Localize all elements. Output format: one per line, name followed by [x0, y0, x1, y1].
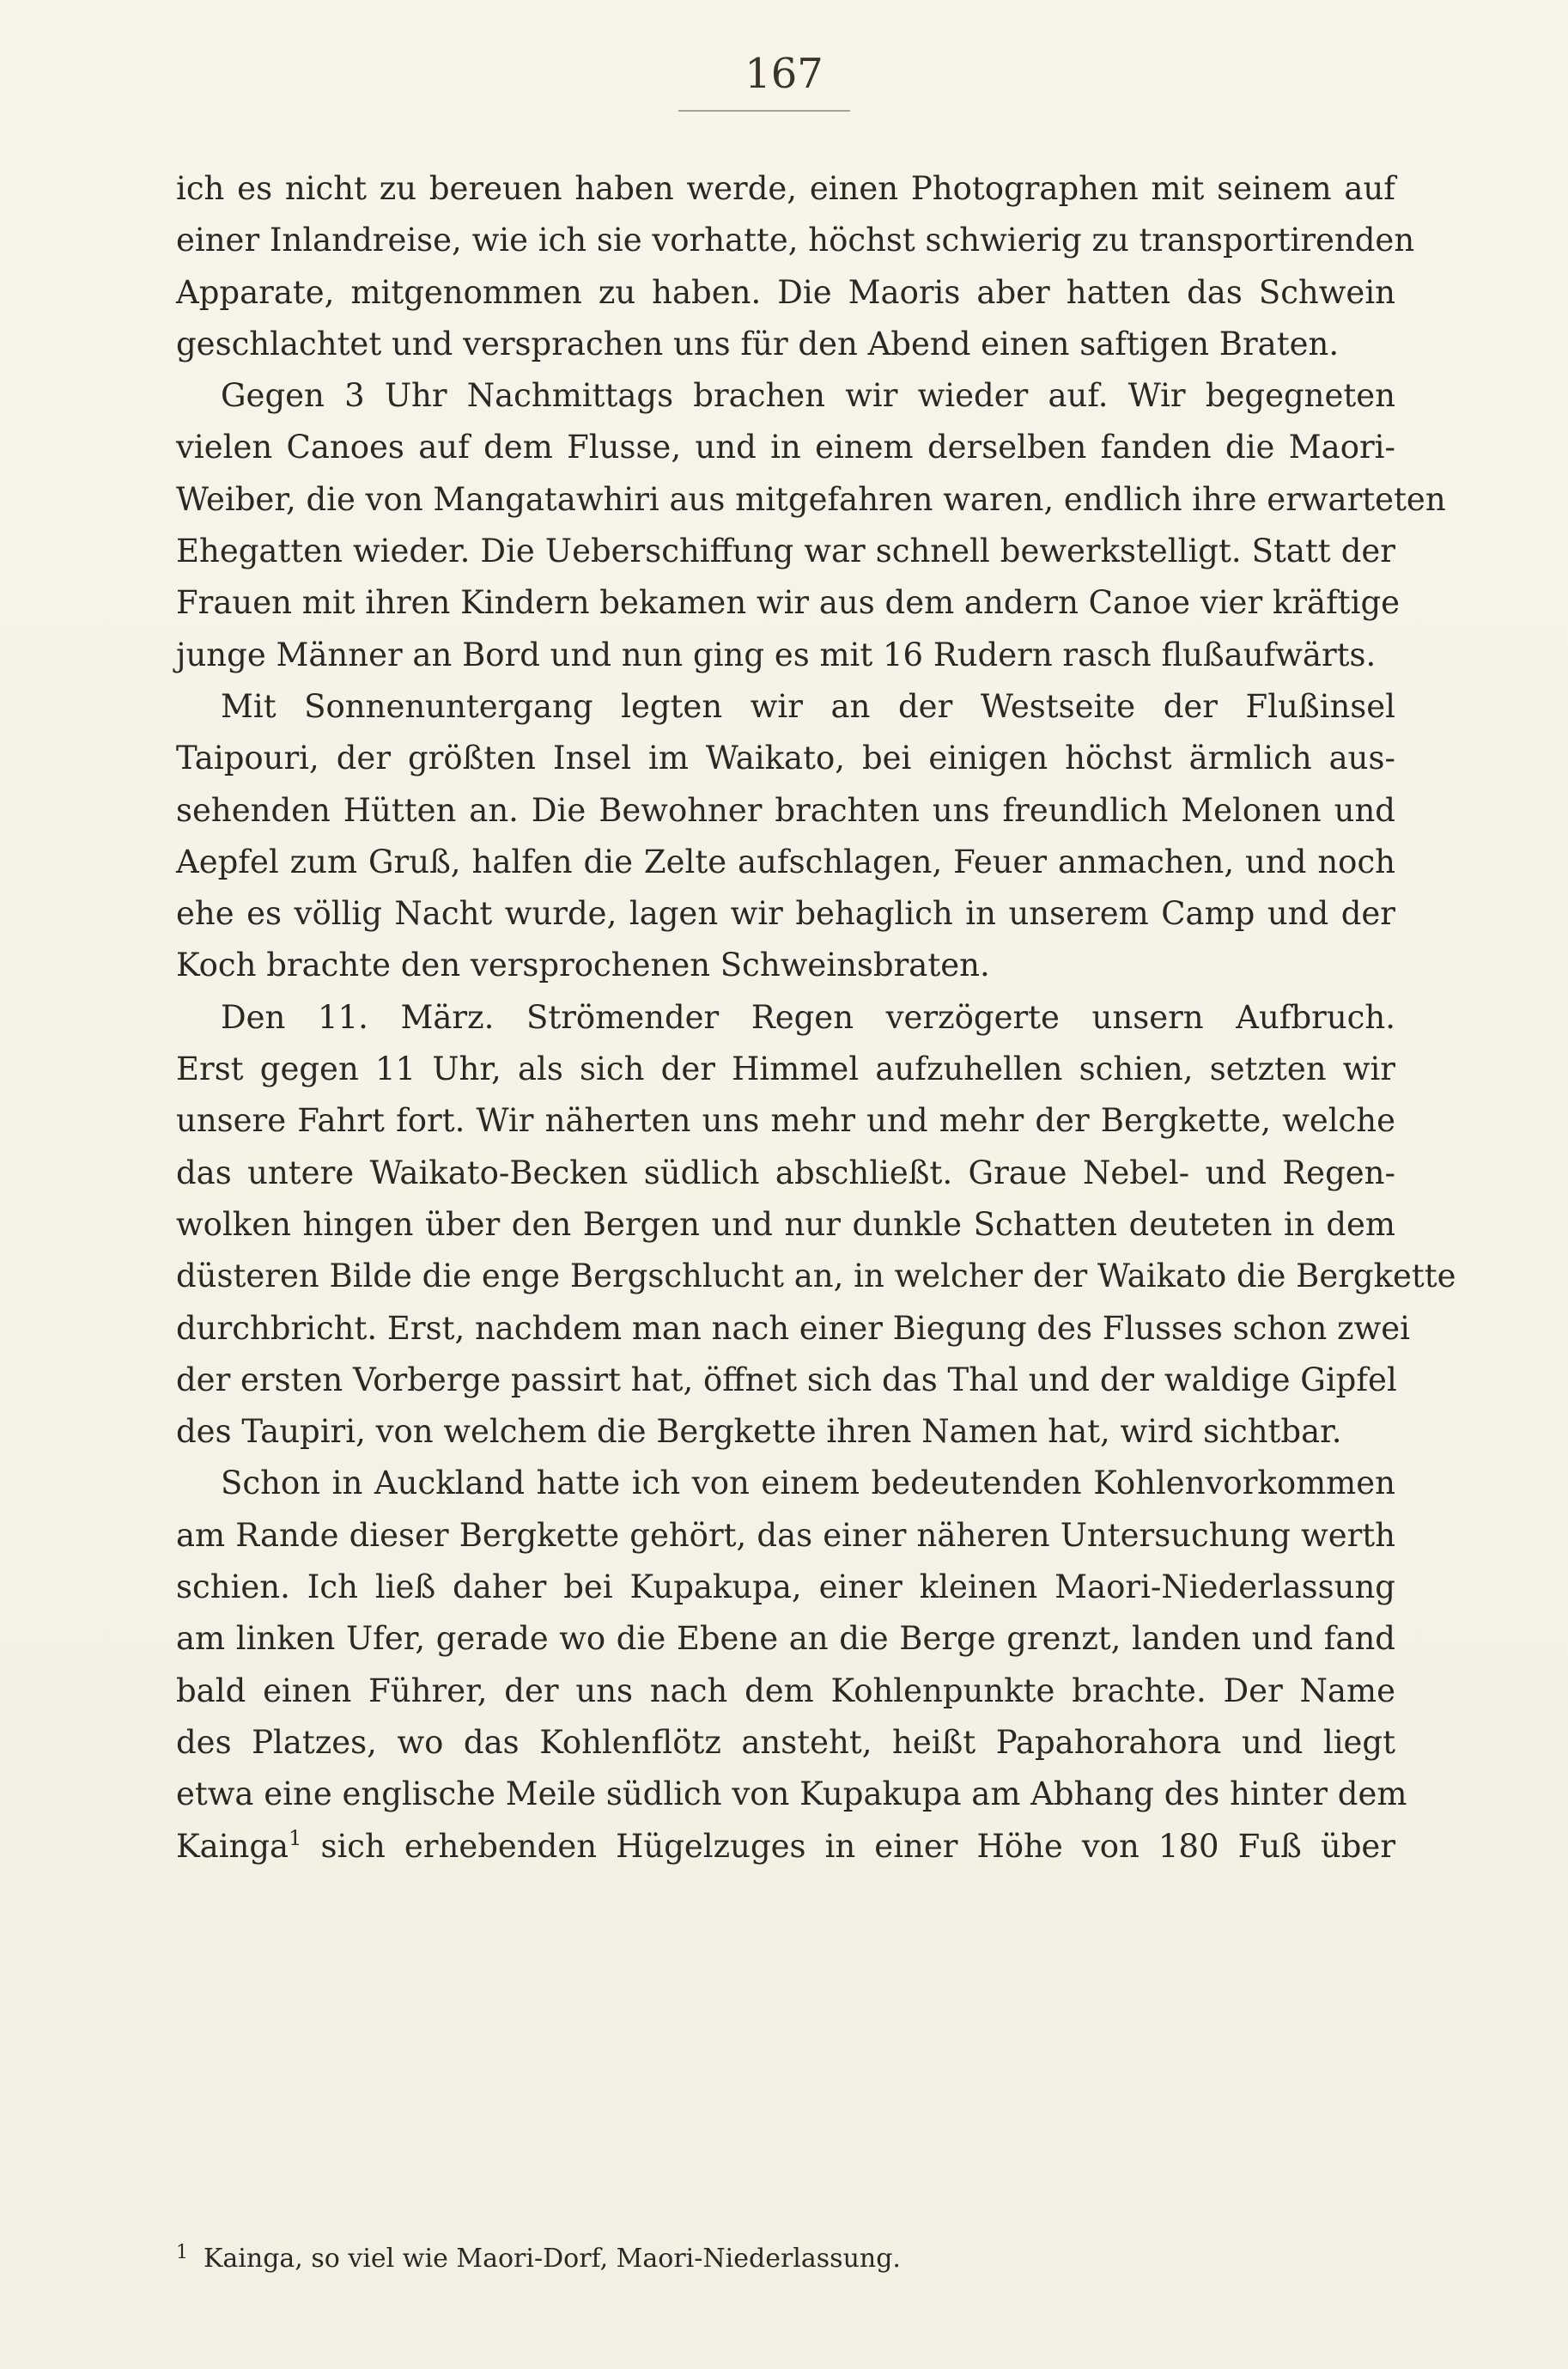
text-line: des Taupiri, von welchem die Bergkette ihren Namen hat, wird sichtbar.	[176, 1413, 1342, 1451]
body-text	[176, 163, 1456, 1873]
text-line: junge Männer an Bord und nun ging es mit 16 Rudern rasch flußaufwärts.	[176, 636, 1377, 673]
text-line: ehe es völlig Nacht wurde, lagen wir behaglich in unserem Camp und der	[176, 895, 1395, 933]
footnote	[176, 2242, 1395, 2279]
text-line: bald einen Führer, der uns nach dem Kohlenpunkte brachte. Der Name	[176, 1672, 1395, 1709]
text-line: der ersten Vorberge passirt hat, öffnet sich das Thal und der waldige Gipfel	[176, 1361, 1397, 1398]
page-number: 167	[744, 50, 824, 98]
text-line: Koch brachte den versprochenen Schweinsbraten.	[176, 947, 990, 984]
text-line: Schon in Auckland hatte ich von einem bedeutenden Kohlenvorkommen	[221, 1465, 1395, 1502]
text-line: einer Inlandreise, wie ich sie vorhatte, höchst schwierig zu transportirenden	[176, 222, 1415, 259]
text-line: düsteren Bilde die enge Bergschlucht an, in welcher der Waikato die Bergkette	[176, 1258, 1456, 1295]
text-line: Den 11. März. Strömender Regen verzögerte unsern Aufbruch.	[221, 998, 1395, 1036]
text-line: Frauen mit ihren Kindern bekamen wir aus dem andern Canoe vier kräftige	[176, 584, 1401, 622]
header-rule	[678, 110, 850, 112]
text-line-remainder: sich erhebenden Hügelzuges in einer Höhe von 180 Fuß über	[320, 1827, 1396, 1865]
text-line: Erst gegen 11 Uhr, als sich der Himmel aufzuhellen schien, setzten wir	[176, 1051, 1395, 1088]
text-line: Weiber, die von Mangatawhiri aus mitgefahren waren, endlich ihre erwarteten	[176, 480, 1446, 518]
text-line: Ehegatten wieder. Die Ueberschiffung war schnell bewerkstelligt. Statt der	[176, 533, 1395, 570]
text-line: das untere Waikato-Becken südlich abschließt. Graue Nebel- und Regen-	[176, 1154, 1395, 1191]
text-line: geschlachtet und versprachen uns für den Abend einen saftigen Braten.	[176, 325, 1340, 362]
text-line: am Rande dieser Bergkette gehört, das einer näheren Untersuchung werth	[176, 1516, 1395, 1554]
text-line: des Platzes, wo das Kohlenflötz ansteht, heißt Papahorahora und liegt	[176, 1723, 1395, 1761]
text-line: Mit Sonnenuntergang legten wir an der Westseite der Flußinsel	[221, 687, 1395, 725]
text-line: etwa eine englische Meile südlich von Kupakupa am Abhang des hinter dem	[176, 1775, 1407, 1813]
text-line: Gegen 3 Uhr Nachmittags brachen wir wieder auf. Wir begegneten	[221, 377, 1395, 415]
text-line: Apparate, mitgenommen zu haben. Die Maoris aber hatten das Schwein	[176, 273, 1395, 311]
footnote-text: Kainga, so viel wie Maori-Dorf, Maori-Niederlassung.	[204, 2244, 901, 2274]
text-line-with-footnote	[176, 1821, 1395, 1873]
footnote-marker: 1	[289, 1825, 302, 1850]
footnote-anchor-word: Kainga	[176, 1827, 289, 1865]
text-line: sehenden Hütten an. Die Bewohner brachten uns freundlich Melonen und	[176, 791, 1395, 829]
text-line: schien. Ich ließ daher bei Kupakupa, einer kleinen Maori-Niederlassung	[176, 1568, 1395, 1606]
text-line: Aepfel zum Gruß, halfen die Zelte aufschlagen, Feuer anmachen, und noch	[176, 843, 1395, 880]
text-line: am linken Ufer, gerade wo die Ebene an die Berge grenzt, landen und fand	[176, 1620, 1395, 1658]
text-line: ich es nicht zu bereuen haben werde, einen Photographen mit seinem auf	[176, 170, 1395, 207]
text-line: vielen Canoes auf dem Flusse, und in einem derselben fanden die Maori-	[176, 429, 1395, 466]
text-line: durchbricht. Erst, nachdem man nach einer Biegung des Flusses schon zwei	[176, 1309, 1410, 1347]
footnote-number: 1	[176, 2242, 188, 2263]
text-line: wolken hingen über den Bergen und nur dunkle Schatten deuteten in dem	[176, 1205, 1395, 1243]
text-line: unsere Fahrt fort. Wir näherten uns mehr und mehr der Bergkette, welche	[176, 1102, 1395, 1140]
text-line: Taipouri, der größten Insel im Waikato, bei einigen höchst ärmlich aus-	[176, 740, 1395, 777]
